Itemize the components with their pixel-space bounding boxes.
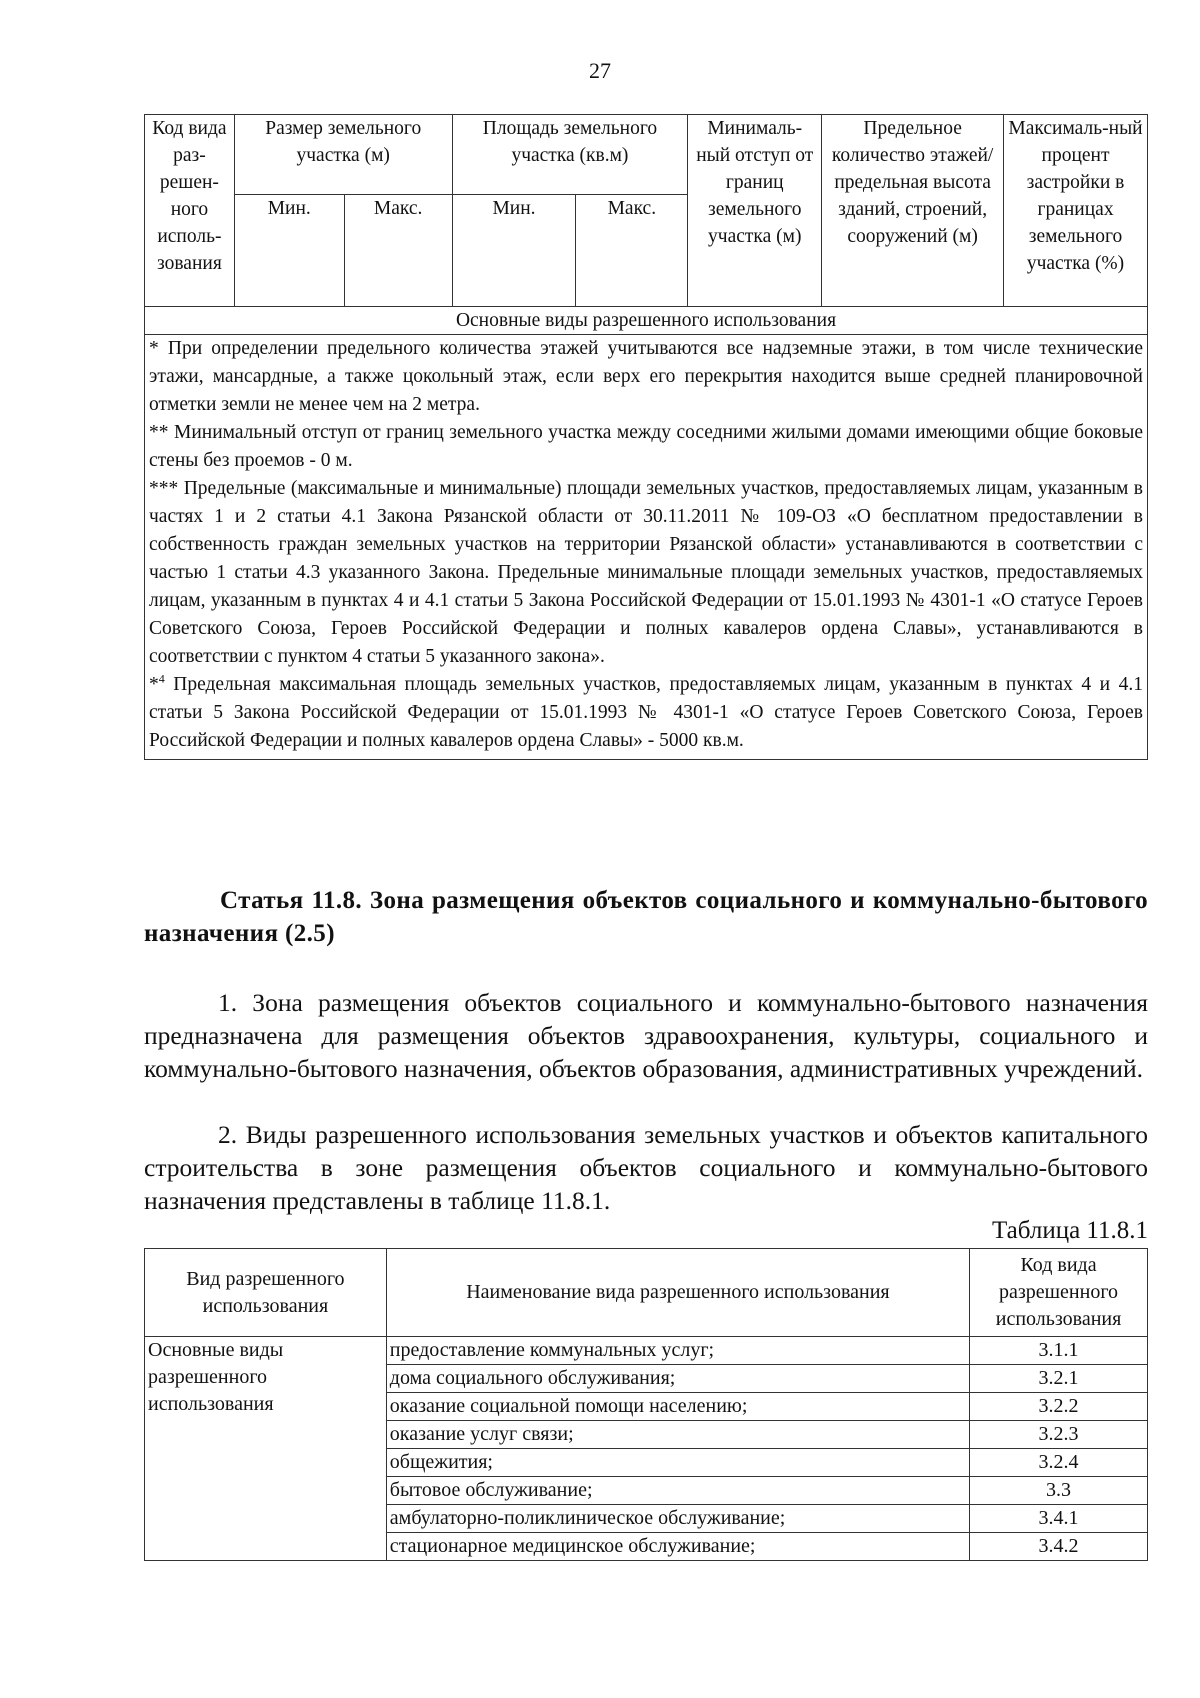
footnote-4 bbox=[149, 671, 1143, 755]
parameters-table bbox=[144, 114, 1148, 760]
footnote-4-text: Предельная максимальная площадь земельных участков, предоставляемых лицам, указанным в пунктах 4 и 4.1 статьи 5 Закона Российской Федерации от 15.01.1993 № 4301-1 «О статусе Героев Советского Союза, Героев Российской Федерации и полных кавалеров ордена Славы» - 5000 кв.м. bbox=[149, 674, 1143, 751]
header-use-type: Вид разрешенного использования bbox=[145, 1249, 387, 1337]
permitted-uses-table bbox=[144, 1248, 1148, 1561]
header-use-code: Код вида разрешенного использования bbox=[970, 1249, 1148, 1337]
use-code: 3.1.1 bbox=[970, 1337, 1148, 1365]
use-name: предоставление коммунальных услуг; bbox=[386, 1337, 969, 1365]
header-size: Размер земельного участка (м) bbox=[234, 115, 452, 195]
use-name: бытовое обслуживание; bbox=[386, 1477, 969, 1505]
footnote-3: *** Предельные (максимальные и минимальные) площади земельных участков, предоставляемых лицам, указанным в частях 1 и 2 статьи 4.1 Закона Рязанской области от 30.11.2011 № 109-ОЗ «О бесплатном предоставлении в собственность граждан земельных участков на территории Рязанской области» устанавливаются в соответствии с частью 1 статьи 4.3 указанного Закона. Предельные минимальные площади земельных участков, предоставляемых лицам, указанным в пунктах 4 и 4.1 статьи 5 Закона Российской Федерации от 15.01.1993 № 4301-1 «О статусе Героев Советского Союза, Героев Российской Федерации и полных кавалеров ордена Славы», устанавливаются в соответствии с пунктом 4 статьи 5 указанного закона». bbox=[149, 478, 1143, 667]
header-size-min: Мин. bbox=[234, 195, 344, 307]
use-code: 3.2.2 bbox=[970, 1393, 1148, 1421]
use-name: оказание услуг связи; bbox=[386, 1421, 969, 1449]
use-code: 3.4.2 bbox=[970, 1533, 1148, 1561]
table-caption: Таблица 11.8.1 bbox=[992, 1217, 1148, 1244]
use-name: оказание социальной помощи населению; bbox=[386, 1393, 969, 1421]
section-title: Основные виды разрешенного использования bbox=[145, 307, 1148, 335]
footnote-1: * При определении предельного количества этажей учитываются все надземные этажи, в том числе технические этажи, мансардные, а также цокольный этаж, если верх его перекрытия находится выше средней планировочной отметки земли не менее чем на 2 метра. bbox=[149, 338, 1143, 415]
paragraph-1: 1. Зона размещения объектов социального и коммунально-бытового назначения предназначена для размещения объектов здравоохранения, культуры, социального и коммунально-бытового назначения, объектов образования, административных учреждений. bbox=[144, 988, 1148, 1083]
header-use-name: Наименование вида разрешенного использования bbox=[386, 1249, 969, 1337]
footnote-4-mark: * bbox=[149, 674, 159, 695]
use-name: общежития; bbox=[386, 1449, 969, 1477]
header-area: Площадь земельного участка (кв.м) bbox=[452, 115, 688, 195]
header-area-max: Макс. bbox=[576, 195, 688, 307]
use-name: стационарное медицинское обслуживание; bbox=[386, 1533, 969, 1561]
use-code: 3.2.4 bbox=[970, 1449, 1148, 1477]
footnotes bbox=[145, 335, 1148, 760]
page-number: 27 bbox=[589, 58, 611, 83]
table-row bbox=[145, 1337, 1148, 1365]
use-code: 3.4.1 bbox=[970, 1505, 1148, 1533]
header-percent: Максималь-ный процент застройки в границах земельного участка (%) bbox=[1004, 115, 1148, 307]
footnote-4-sup: 4 bbox=[158, 671, 165, 686]
use-name: амбулаторно-поликлиническое обслуживание; bbox=[386, 1505, 969, 1533]
use-code: 3.3 bbox=[970, 1477, 1148, 1505]
paragraph-2: 2. Виды разрешенного использования земельных участков и объектов капитального строительства в зоне размещения объектов социального и коммунально-бытового назначения представлены в таблице 11.8.1. bbox=[144, 1120, 1148, 1215]
header-floors: Предельное количество этажей/ предельная высота зданий, строений, сооружений (м) bbox=[822, 115, 1004, 307]
header-size-max: Макс. bbox=[344, 195, 452, 307]
article-heading: Статья 11.8. Зона размещения объектов социального и коммунально-бытового назначения (2.5) bbox=[144, 887, 1148, 947]
header-min-indent: Минималь-ный отступ от границ земельного участка (м) bbox=[688, 115, 822, 307]
use-code: 3.2.3 bbox=[970, 1421, 1148, 1449]
group-label: Основные виды разрешенного использования bbox=[145, 1337, 387, 1561]
header-area-min: Мин. bbox=[452, 195, 576, 307]
use-name: дома социального обслуживания; bbox=[386, 1365, 969, 1393]
use-code: 3.2.1 bbox=[970, 1365, 1148, 1393]
footnote-2: ** Минимальный отступ от границ земельного участка между соседними жилыми домами имеющими общие боковые стены без проемов - 0 м. bbox=[149, 422, 1143, 471]
header-code: Код вида раз-решен-ного исполь-зования bbox=[145, 115, 235, 307]
